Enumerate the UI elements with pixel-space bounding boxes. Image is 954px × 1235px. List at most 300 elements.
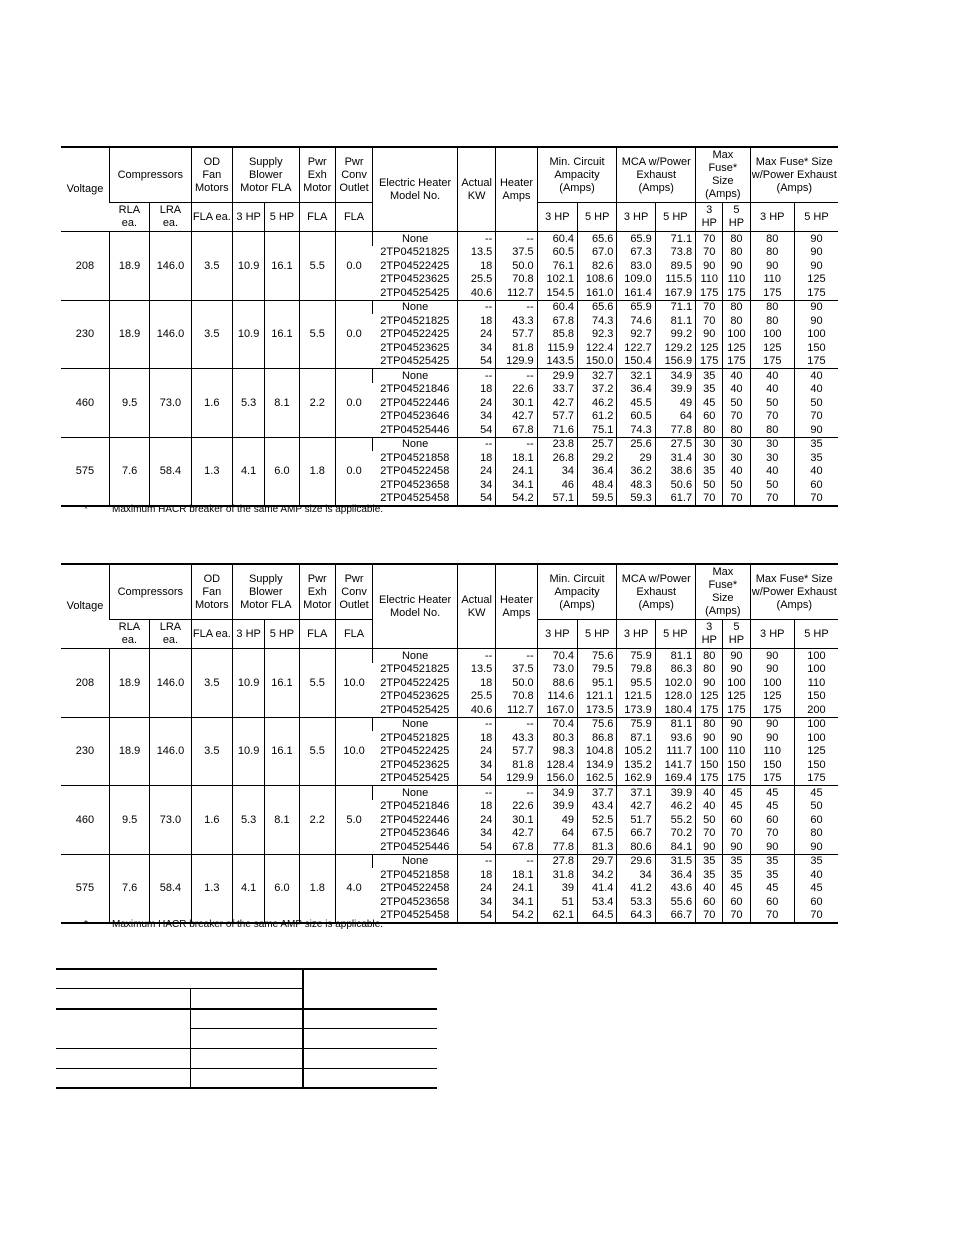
- cell-value: 35: [696, 369, 723, 383]
- cell-value: 60: [750, 895, 794, 909]
- cell-value: 71.1: [655, 300, 695, 314]
- footnote-2: * Maximum HACR breaker of the same AMP size is applicable.: [84, 919, 384, 930]
- cell-value: 46: [537, 478, 577, 492]
- cell-value: 161.0: [578, 286, 617, 300]
- cell-value: 134.9: [578, 758, 617, 772]
- cell-value: 80: [723, 232, 750, 246]
- cell-value: 50.0: [496, 676, 537, 690]
- cell-value: 92.3: [578, 328, 617, 342]
- cell-value: 81.3: [578, 840, 617, 854]
- cell-value: 40: [750, 383, 794, 397]
- cell-value: 45: [750, 786, 794, 800]
- cell-value: 70.4: [537, 649, 577, 663]
- cell-value: 40: [723, 465, 750, 479]
- cell-value: 46.2: [578, 396, 617, 410]
- cell-heater-model: 2TP04522446: [380, 396, 450, 409]
- cell-value: 54.2: [496, 492, 537, 507]
- cell-value: 82.6: [578, 259, 617, 273]
- cell-value: 90: [696, 328, 723, 342]
- cell-value: 175: [794, 286, 838, 300]
- cell-value: 37.2: [578, 383, 617, 397]
- cell-value: 150: [750, 758, 794, 772]
- cell-value: 60.4: [537, 232, 577, 246]
- cell-value: 80: [723, 314, 750, 328]
- cell-value: 110: [723, 745, 750, 759]
- cell-value: 121.1: [578, 690, 617, 704]
- cell-value: 38.6: [655, 465, 695, 479]
- cell-value: 70.8: [496, 690, 537, 704]
- cell-value: 108.6: [578, 273, 617, 287]
- header-supply-blower: Supply Blower Motor FLA: [233, 147, 300, 203]
- cell-value: 34: [457, 827, 495, 841]
- cell-value: 70: [723, 410, 750, 424]
- cell-value: 66.7: [617, 827, 655, 841]
- cell-value: 86.8: [578, 731, 617, 745]
- cell-value: 60.5: [537, 246, 577, 260]
- header-rla: RLA ea.: [109, 203, 149, 232]
- cell-value: 50: [723, 396, 750, 410]
- cell-value: 175: [723, 355, 750, 369]
- cell-value: 76.1: [537, 259, 577, 273]
- cell-value: 161.4: [617, 286, 655, 300]
- cell-b5: 16.1: [265, 232, 299, 301]
- cell-rla: 18.9: [109, 232, 149, 301]
- cell-value: 24: [457, 745, 495, 759]
- cell-value: 80: [696, 663, 723, 677]
- cell-value: 54: [457, 772, 495, 786]
- header-max-fuse-pe: Max Fuse* Size w/Power Exhaust (Amps): [750, 564, 838, 620]
- cell-value: 34.9: [537, 786, 577, 800]
- cell-value: 60: [696, 895, 723, 909]
- cell-value: 100: [794, 717, 838, 731]
- cell-heater-model: 2TP04523658: [380, 895, 450, 908]
- cell-value: 150: [723, 758, 750, 772]
- header-5hp: 5 HP: [794, 203, 838, 232]
- cell-value: 112.7: [496, 703, 537, 717]
- cell-heater-model: 2TP04523625: [380, 690, 450, 703]
- header-5hp: 5 HP: [723, 203, 750, 232]
- cell-value: 89.5: [655, 259, 695, 273]
- header-pc-fla: FLA: [335, 620, 372, 649]
- cell-value: 37.1: [617, 786, 655, 800]
- cell-rla: 18.9: [109, 717, 149, 786]
- cell-value: 125: [723, 690, 750, 704]
- cell-value: 50: [750, 396, 794, 410]
- cell-value: 29.9: [537, 369, 577, 383]
- cell-value: 18: [457, 259, 495, 273]
- header-3hp: 3 HP: [537, 620, 577, 649]
- cell-value: 34: [457, 758, 495, 772]
- cell-value: 60: [723, 813, 750, 827]
- header-min-circuit: Min. Circuit Ampacity (Amps): [537, 147, 617, 203]
- cell-value: 64.3: [617, 909, 655, 924]
- cell-value: 35: [794, 854, 838, 868]
- cell-value: 31.4: [655, 451, 695, 465]
- cell-b5: 6.0: [265, 437, 299, 506]
- header-actual-kw: Actual KW: [457, 564, 495, 649]
- cell-value: 156.0: [537, 772, 577, 786]
- cell-value: 30.1: [496, 813, 537, 827]
- cell-value: 81.8: [496, 758, 537, 772]
- cell-value: 35: [696, 465, 723, 479]
- cell-value: --: [496, 369, 537, 383]
- cell-value: 90: [723, 259, 750, 273]
- cell-value: 125: [750, 341, 794, 355]
- header-5hp: 5 HP: [723, 620, 750, 649]
- cell-heater-model: None: [373, 232, 458, 246]
- cell-value: 74.6: [617, 314, 655, 328]
- cell-value: 57.7: [496, 328, 537, 342]
- header-heater-model: Electric Heater Model No.: [373, 147, 458, 232]
- cell-value: 18.1: [496, 868, 537, 882]
- cell-value: 115.9: [537, 341, 577, 355]
- cell-value: 125: [750, 690, 794, 704]
- cell-value: 95.1: [578, 676, 617, 690]
- cell-b5: 8.1: [265, 369, 299, 438]
- cell-value: 48.4: [578, 478, 617, 492]
- cell-b3: 5.3: [233, 786, 265, 855]
- cell-voltage: 460: [61, 369, 109, 438]
- cell-value: 73.0: [537, 663, 577, 677]
- cell-value: 18: [457, 800, 495, 814]
- cell-value: 36.2: [617, 465, 655, 479]
- cell-value: 90: [794, 246, 838, 260]
- cell-value: --: [457, 854, 495, 868]
- cell-value: 23.8: [537, 437, 577, 451]
- cell-value: 90: [750, 840, 794, 854]
- cell-value: 88.6: [537, 676, 577, 690]
- cell-pc: 0.0: [335, 300, 372, 369]
- cell-value: 100: [750, 676, 794, 690]
- cell-b3: 10.9: [233, 717, 265, 786]
- cell-value: 90: [696, 840, 723, 854]
- cell-value: 90: [723, 717, 750, 731]
- cell-value: 61.2: [578, 410, 617, 424]
- cell-heater-model: 2TP04525425: [380, 703, 450, 716]
- cell-value: 154.5: [537, 286, 577, 300]
- cell-value: 35: [696, 854, 723, 868]
- cell-value: 57.1: [537, 492, 577, 507]
- cell-value: 57.7: [537, 410, 577, 424]
- cell-value: 65.6: [578, 232, 617, 246]
- cell-heater-model: 2TP04521825: [380, 663, 450, 676]
- cell-value: 90: [794, 840, 838, 854]
- cell-value: 54: [457, 492, 495, 507]
- cell-value: 62.1: [537, 909, 577, 924]
- cell-b3: 5.3: [233, 369, 265, 438]
- cell-value: 45: [723, 882, 750, 896]
- cell-value: 30: [750, 451, 794, 465]
- cell-value: 81.1: [655, 649, 695, 663]
- cell-value: 175: [750, 286, 794, 300]
- cell-value: 74.3: [578, 314, 617, 328]
- cell-value: 80: [750, 423, 794, 437]
- header-3hp: 3 HP: [696, 203, 723, 232]
- cell-value: 67.8: [496, 423, 537, 437]
- cell-b3: 10.9: [233, 232, 265, 301]
- cell-value: 24: [457, 328, 495, 342]
- cell-value: 90: [750, 717, 794, 731]
- cell-value: 43.3: [496, 731, 537, 745]
- cell-value: 80: [750, 300, 794, 314]
- header-od-fan: OD Fan Motors: [191, 564, 232, 620]
- header-3hp: 3 HP: [617, 620, 655, 649]
- cell-value: 59.3: [617, 492, 655, 507]
- header-fla-ea: FLA ea.: [191, 203, 232, 232]
- cell-value: 80: [794, 827, 838, 841]
- cell-value: 175: [750, 703, 794, 717]
- cell-value: 22.6: [496, 383, 537, 397]
- cell-value: 45.5: [617, 396, 655, 410]
- cell-rla: 7.6: [109, 437, 149, 506]
- cell-heater-model: 2TP04525446: [380, 840, 450, 853]
- cell-heater-model: 2TP04522446: [380, 813, 450, 826]
- cell-value: 32.1: [617, 369, 655, 383]
- cell-value: 175: [750, 355, 794, 369]
- cell-value: 128.4: [537, 758, 577, 772]
- cell-value: 95.5: [617, 676, 655, 690]
- cell-value: 175: [723, 772, 750, 786]
- cell-lra: 146.0: [150, 300, 191, 369]
- cell-heater-model: 2TP04523625: [380, 273, 450, 286]
- cell-value: 53.3: [617, 895, 655, 909]
- cell-value: 100: [696, 745, 723, 759]
- cell-value: 45: [696, 396, 723, 410]
- cell-value: 125: [794, 745, 838, 759]
- cell-voltage: 208: [61, 232, 109, 301]
- cell-value: 24: [457, 465, 495, 479]
- cell-value: 40.6: [457, 286, 495, 300]
- cell-heater-model: 2TP04521858: [380, 451, 450, 464]
- cell-value: 18: [457, 731, 495, 745]
- cell-value: 67.3: [617, 246, 655, 260]
- cell-value: 70: [750, 827, 794, 841]
- cell-value: 100: [794, 663, 838, 677]
- cell-value: 18: [457, 451, 495, 465]
- cell-value: 122.4: [578, 341, 617, 355]
- cell-pc: 0.0: [335, 369, 372, 438]
- cell-heater-model: 2TP04522425: [380, 328, 450, 341]
- cell-value: 43.4: [578, 800, 617, 814]
- cell-od: 1.3: [191, 437, 232, 506]
- cell-value: 39.9: [537, 800, 577, 814]
- cell-value: 29.2: [578, 451, 617, 465]
- cell-rla: 9.5: [109, 786, 149, 855]
- cell-heater-model: 2TP04522425: [380, 676, 450, 689]
- cell-value: 125: [794, 273, 838, 287]
- cell-value: 37.5: [496, 663, 537, 677]
- cell-value: 60: [794, 478, 838, 492]
- cell-value: --: [457, 437, 495, 451]
- cell-value: 54.2: [496, 909, 537, 924]
- cell-value: 35: [750, 868, 794, 882]
- cell-value: 35: [794, 437, 838, 451]
- cell-pc: 4.0: [335, 854, 372, 923]
- header-max-fuse: Max Fuse* Size (Amps): [696, 147, 750, 203]
- cell-value: 37.7: [578, 786, 617, 800]
- cell-value: 175: [723, 703, 750, 717]
- cell-value: 57.7: [496, 745, 537, 759]
- cell-value: 75.9: [617, 717, 655, 731]
- cell-value: --: [496, 649, 537, 663]
- table-row: [61, 649, 838, 663]
- cell-value: 40: [794, 868, 838, 882]
- cell-value: 90: [723, 840, 750, 854]
- cell-heater-model: 2TP04525425: [380, 772, 450, 785]
- cell-value: 22.6: [496, 800, 537, 814]
- cell-value: 64: [537, 827, 577, 841]
- cell-value: 77.8: [655, 423, 695, 437]
- cell-heater-model: 2TP04523646: [380, 410, 450, 423]
- cell-pc: 10.0: [335, 717, 372, 786]
- cell-value: 70: [794, 492, 838, 507]
- cell-value: 34: [457, 895, 495, 909]
- cell-value: 80: [750, 246, 794, 260]
- cell-value: 55.2: [655, 813, 695, 827]
- cell-lra: 58.4: [150, 854, 191, 923]
- cell-value: 173.9: [617, 703, 655, 717]
- cell-value: 90: [696, 676, 723, 690]
- cell-value: 102.0: [655, 676, 695, 690]
- header-3hp: 3 HP: [617, 203, 655, 232]
- cell-b3: 10.9: [233, 300, 265, 369]
- cell-value: 52.5: [578, 813, 617, 827]
- cell-value: 42.7: [496, 827, 537, 841]
- cell-value: 90: [696, 731, 723, 745]
- table-row: [61, 854, 838, 868]
- cell-value: 51: [537, 895, 577, 909]
- cell-value: 34: [457, 341, 495, 355]
- cell-heater-model: 2TP04525425: [380, 355, 450, 368]
- cell-value: 13.5: [457, 663, 495, 677]
- cell-value: 80: [723, 246, 750, 260]
- cell-heater-model: None: [373, 717, 458, 731]
- cell-value: 90: [750, 649, 794, 663]
- cell-value: 70: [696, 909, 723, 924]
- cell-lra: 73.0: [150, 786, 191, 855]
- cell-value: 92.7: [617, 328, 655, 342]
- cell-value: 80: [723, 423, 750, 437]
- cell-value: 34.1: [496, 478, 537, 492]
- cell-value: 180.4: [655, 703, 695, 717]
- cell-heater-model: None: [373, 369, 458, 383]
- cell-value: 70: [723, 492, 750, 507]
- cell-value: 60: [794, 895, 838, 909]
- cell-value: 36.4: [617, 383, 655, 397]
- cell-value: 73.8: [655, 246, 695, 260]
- cell-value: 80: [696, 423, 723, 437]
- cell-value: 175: [794, 772, 838, 786]
- cell-value: 75.1: [578, 423, 617, 437]
- cell-value: 49: [655, 396, 695, 410]
- cell-value: 45: [794, 786, 838, 800]
- cell-value: 27.5: [655, 437, 695, 451]
- cell-value: 40.6: [457, 703, 495, 717]
- cell-value: 129.2: [655, 341, 695, 355]
- header-voltage: Voltage: [61, 147, 109, 232]
- cell-value: 18.1: [496, 451, 537, 465]
- cell-heater-model: 2TP04521846: [380, 800, 450, 813]
- cell-pc: 10.0: [335, 649, 372, 718]
- cell-value: 18: [457, 314, 495, 328]
- cell-rla: 9.5: [109, 369, 149, 438]
- cell-heater-model: None: [373, 437, 458, 451]
- cell-value: 40: [696, 786, 723, 800]
- cell-value: 40: [794, 383, 838, 397]
- cell-heater-model: 2TP04523625: [380, 341, 450, 354]
- cell-value: 18: [457, 676, 495, 690]
- table-row: [61, 300, 838, 314]
- cell-value: 175: [696, 703, 723, 717]
- cell-value: 80: [696, 717, 723, 731]
- cell-od: 1.3: [191, 854, 232, 923]
- cell-value: 54: [457, 840, 495, 854]
- cell-value: 34: [457, 410, 495, 424]
- cell-pc: 0.0: [335, 232, 372, 301]
- cell-heater-model: 2TP04525425: [380, 286, 450, 299]
- cell-value: 90: [794, 300, 838, 314]
- header-5hp: 5 HP: [794, 620, 838, 649]
- cell-value: 50: [794, 800, 838, 814]
- cell-b3: 4.1: [233, 854, 265, 923]
- cell-value: 26.8: [537, 451, 577, 465]
- header-voltage: Voltage: [61, 564, 109, 649]
- header-rla: RLA ea.: [109, 620, 149, 649]
- header-blower-5hp: 5 HP: [265, 203, 299, 232]
- cell-value: 18: [457, 383, 495, 397]
- table-row: [61, 232, 838, 246]
- cell-value: 85.8: [537, 328, 577, 342]
- header-supply-blower: Supply Blower Motor FLA: [233, 564, 300, 620]
- cell-value: 90: [794, 314, 838, 328]
- electrical-data-table-1: [61, 146, 838, 507]
- header-mca-pe: MCA w/Power Exhaust (Amps): [617, 147, 696, 203]
- cell-value: 80: [750, 232, 794, 246]
- cell-value: 70: [696, 314, 723, 328]
- header-compressors: Compressors: [109, 147, 191, 203]
- cell-value: 70: [750, 492, 794, 507]
- cell-value: 162.9: [617, 772, 655, 786]
- cell-value: 60.5: [617, 410, 655, 424]
- cell-value: 55.6: [655, 895, 695, 909]
- cell-value: 39: [537, 882, 577, 896]
- cell-value: 60.4: [537, 300, 577, 314]
- header-pc-fla: FLA: [335, 203, 372, 232]
- cell-b5: 8.1: [265, 786, 299, 855]
- cell-b5: 6.0: [265, 854, 299, 923]
- cell-value: 75.6: [578, 717, 617, 731]
- cell-value: 40: [794, 369, 838, 383]
- cell-value: 60: [794, 813, 838, 827]
- cell-value: 30.1: [496, 396, 537, 410]
- cell-value: 93.6: [655, 731, 695, 745]
- cell-value: 162.5: [578, 772, 617, 786]
- cell-value: 70: [696, 246, 723, 260]
- header-pwr-conv: Pwr Conv Outlet: [335, 564, 372, 620]
- cell-value: 90: [723, 663, 750, 677]
- cell-value: 90: [750, 663, 794, 677]
- cell-value: 50.0: [496, 259, 537, 273]
- cell-voltage: 575: [61, 437, 109, 506]
- cell-value: 59.5: [578, 492, 617, 507]
- cell-value: 29.6: [617, 854, 655, 868]
- header-pe-fla: FLA: [299, 620, 335, 649]
- cell-value: 90: [750, 731, 794, 745]
- header-3hp: 3 HP: [750, 203, 794, 232]
- cell-value: 74.3: [617, 423, 655, 437]
- cell-voltage: 575: [61, 854, 109, 923]
- cell-value: 45: [794, 882, 838, 896]
